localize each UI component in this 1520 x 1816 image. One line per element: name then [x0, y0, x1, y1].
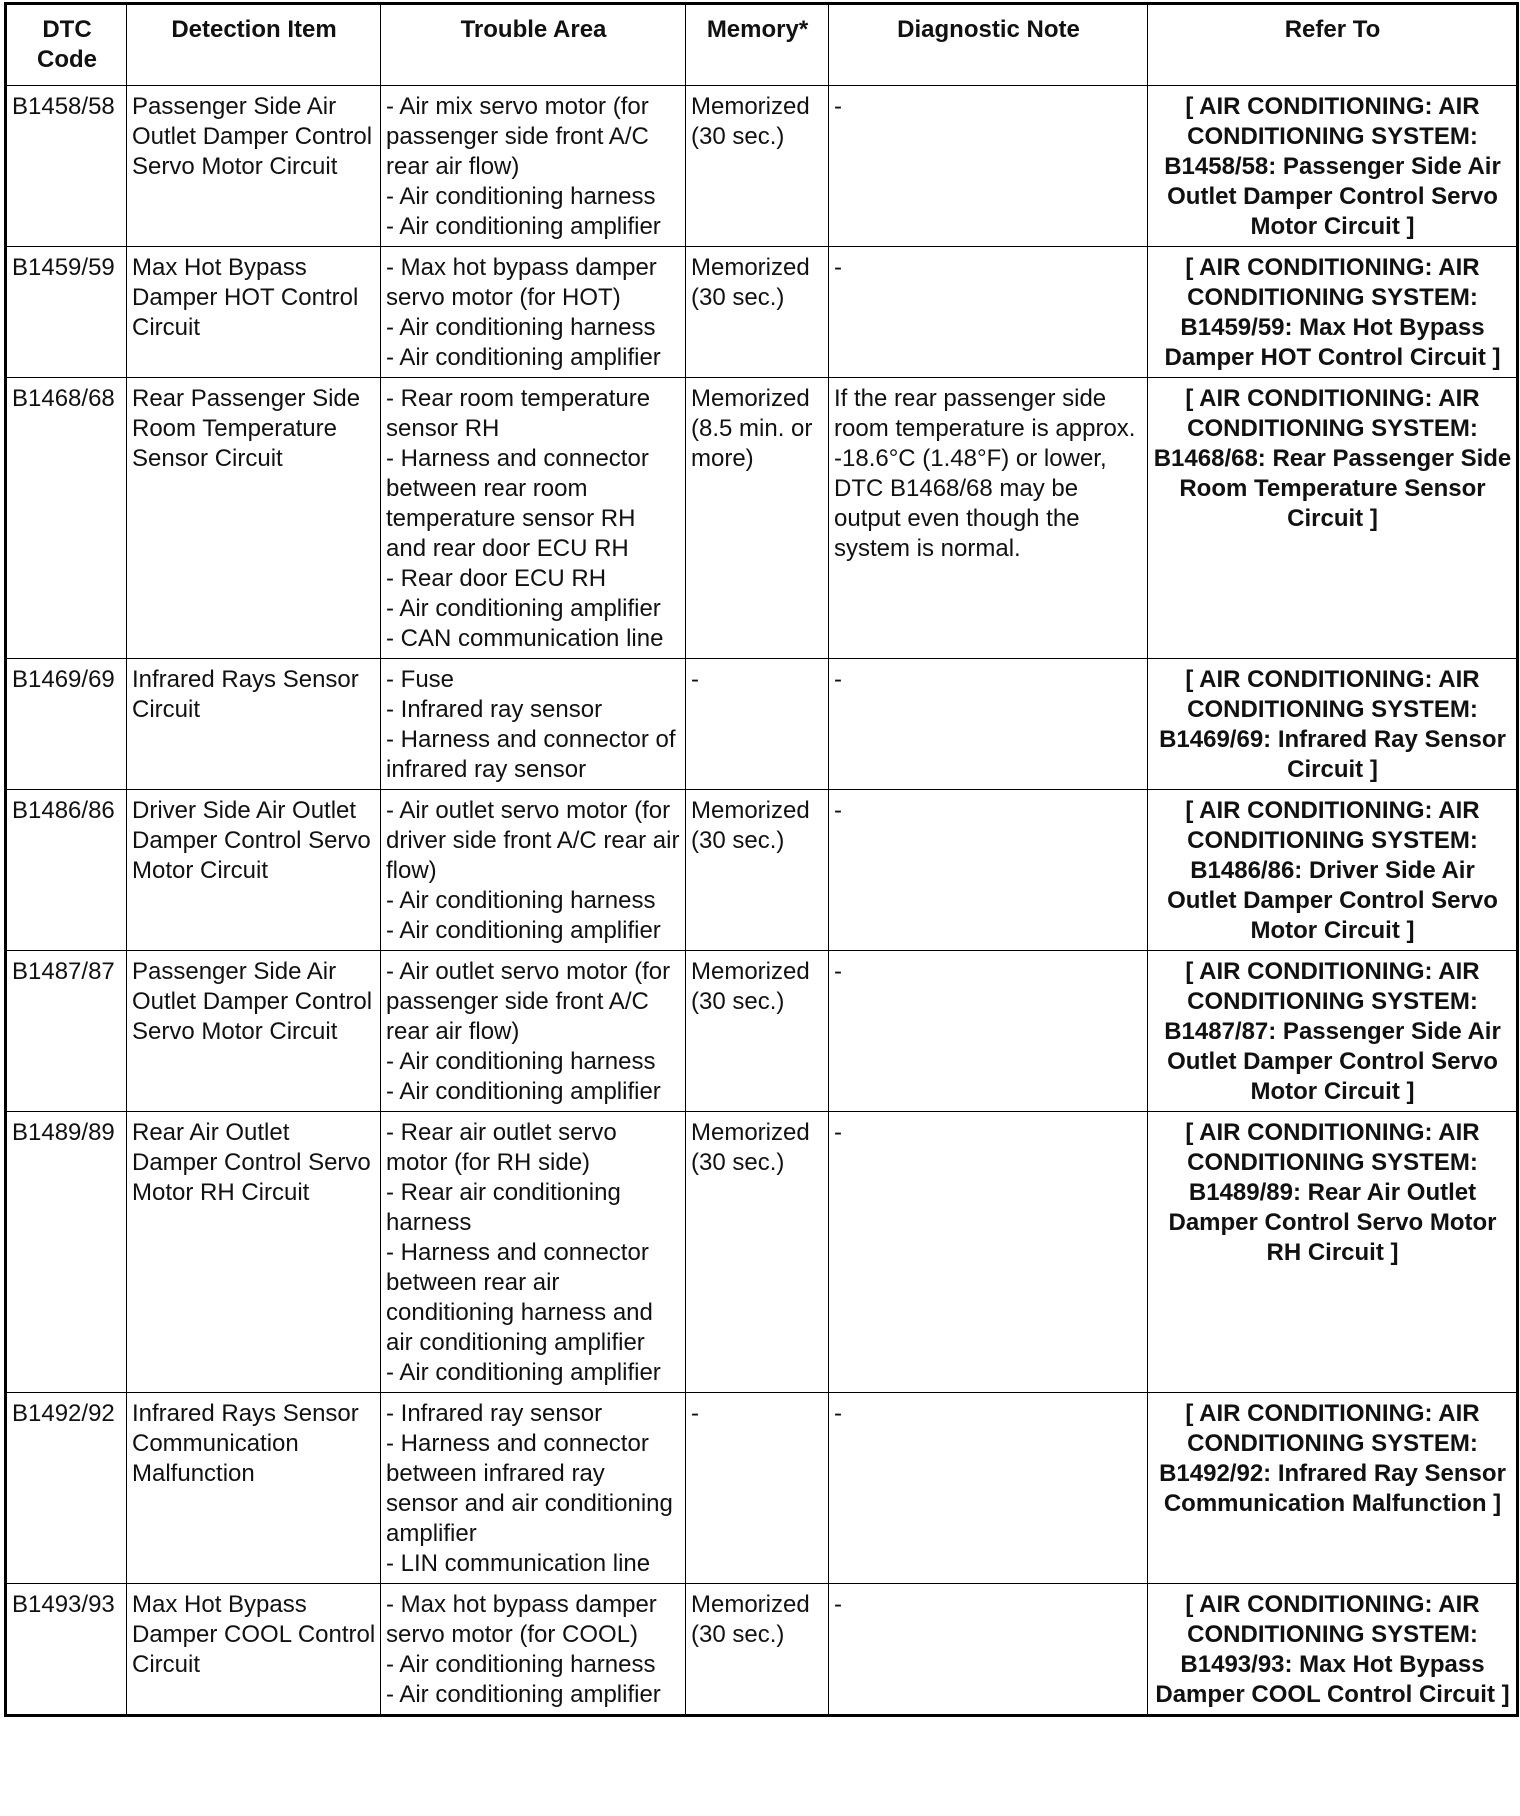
memory-cell: -: [686, 1393, 829, 1584]
detection-item-cell: Rear Air Outlet Damper Control Servo Motor RH Circuit: [127, 1112, 381, 1393]
detection-item-cell: Passenger Side Air Outlet Damper Control Servo Motor Circuit: [127, 86, 381, 247]
diagnostic-note-cell: -: [829, 790, 1148, 951]
detection-item-cell: Infrared Rays Sensor Circuit: [127, 659, 381, 790]
dtc-code-cell: B1459/59: [6, 247, 127, 378]
trouble-area-line: - Rear air outlet servo motor (for RH side): [386, 1119, 617, 1176]
document-page: [4, 2, 1516, 1717]
header-diagnostic-note: Diagnostic Note: [829, 4, 1148, 86]
diagnostic-note-cell: If the rear passenger side room temperature is approx. -18.6°C (1.48°F) or lower, DTC B1468/68 may be output even though the system is normal.: [829, 378, 1148, 659]
trouble-area-line: - Rear room temperature sensor RH: [386, 385, 651, 442]
table-row: [6, 86, 1518, 247]
dtc-code-cell: B1469/69: [6, 659, 127, 790]
dtc-code-cell: B1492/92: [6, 1393, 127, 1584]
dtc-code-cell: B1489/89: [6, 1112, 127, 1393]
trouble-area-line: - Max hot bypass damper servo motor (for HOT): [386, 254, 657, 311]
trouble-area-cell: [381, 1112, 686, 1393]
header-refer-to: Refer To: [1148, 4, 1518, 86]
dtc-table: [4, 2, 1519, 1717]
trouble-area-line: - Air conditioning harness: [386, 1651, 656, 1678]
refer-to-link: [ AIR CONDITIONING: AIR CONDITIONING SYSTEM: B1458/58: Passenger Side Air Outlet Damper Control Servo Motor Circuit ]: [1148, 86, 1518, 247]
dtc-code-cell: B1486/86: [6, 790, 127, 951]
header-trouble-area: Trouble Area: [381, 4, 686, 86]
trouble-area-line: - Air conditioning amplifier: [386, 1359, 661, 1386]
dtc-code-cell: B1493/93: [6, 1584, 127, 1716]
table-row: [6, 1393, 1518, 1584]
table-row: [6, 659, 1518, 790]
trouble-area-line: - Air conditioning harness: [386, 183, 656, 210]
trouble-area-line: - Max hot bypass damper servo motor (for COOL): [386, 1591, 657, 1648]
header-detection-item: Detection Item: [127, 4, 381, 86]
table-body: [6, 86, 1518, 1716]
table-row: [6, 1112, 1518, 1393]
detection-item-cell: Passenger Side Air Outlet Damper Control Servo Motor Circuit: [127, 951, 381, 1112]
diagnostic-note-cell: -: [829, 247, 1148, 378]
trouble-area-line: - Fuse: [386, 666, 455, 693]
trouble-area-line: - Air conditioning amplifier: [386, 1078, 661, 1105]
trouble-area-line: - Air outlet servo motor (for passenger side front A/C rear air flow): [386, 958, 671, 1045]
dtc-code-cell: B1468/68: [6, 378, 127, 659]
detection-item-cell: Max Hot Bypass Damper HOT Control Circuit: [127, 247, 381, 378]
trouble-area-cell: [381, 378, 686, 659]
table-row: [6, 790, 1518, 951]
header-memory: Memory*: [686, 4, 829, 86]
trouble-area-line: - Air conditioning amplifier: [386, 1681, 661, 1708]
detection-item-cell: Rear Passenger Side Room Temperature Sensor Circuit: [127, 378, 381, 659]
memory-cell: Memorized (8.5 min. or more): [686, 378, 829, 659]
trouble-area-cell: [381, 1584, 686, 1716]
trouble-area-line: - Air conditioning amplifier: [386, 595, 661, 622]
header-row: [6, 4, 1518, 86]
refer-to-link: [ AIR CONDITIONING: AIR CONDITIONING SYSTEM: B1489/89: Rear Air Outlet Damper Control Servo Motor RH Circuit ]: [1148, 1112, 1518, 1393]
memory-cell: -: [686, 659, 829, 790]
diagnostic-note-cell: -: [829, 1393, 1148, 1584]
refer-to-link: [ AIR CONDITIONING: AIR CONDITIONING SYSTEM: B1486/86: Driver Side Air Outlet Damper Control Servo Motor Circuit ]: [1148, 790, 1518, 951]
table-row: [6, 951, 1518, 1112]
table-row: [6, 1584, 1518, 1716]
memory-cell: Memorized (30 sec.): [686, 790, 829, 951]
detection-item-cell: Max Hot Bypass Damper COOL Control Circuit: [127, 1584, 381, 1716]
diagnostic-note-cell: -: [829, 659, 1148, 790]
trouble-area-cell: [381, 951, 686, 1112]
memory-cell: Memorized (30 sec.): [686, 951, 829, 1112]
trouble-area-line: - Air conditioning amplifier: [386, 213, 661, 240]
header-dtc-code: DTC Code: [6, 4, 127, 86]
detection-item-cell: Driver Side Air Outlet Damper Control Servo Motor Circuit: [127, 790, 381, 951]
trouble-area-line: - Rear door ECU RH: [386, 565, 607, 592]
refer-to-link: [ AIR CONDITIONING: AIR CONDITIONING SYSTEM: B1492/92: Infrared Ray Sensor Communication Malfunction ]: [1148, 1393, 1518, 1584]
trouble-area-line: - Harness and connector of infrared ray sensor: [386, 726, 676, 783]
trouble-area-line: - Rear air conditioning harness: [386, 1179, 621, 1236]
trouble-area-line: - Air conditioning harness: [386, 887, 656, 914]
trouble-area-cell: [381, 1393, 686, 1584]
table-header: [6, 4, 1518, 86]
trouble-area-line: - Harness and connector between rear air conditioning harness and air conditioning amplifier: [386, 1239, 653, 1356]
refer-to-link: [ AIR CONDITIONING: AIR CONDITIONING SYSTEM: B1487/87: Passenger Side Air Outlet Damper Control Servo Motor Circuit ]: [1148, 951, 1518, 1112]
trouble-area-line: - Air outlet servo motor (for driver side front A/C rear air flow): [386, 797, 680, 884]
memory-cell: Memorized (30 sec.): [686, 86, 829, 247]
trouble-area-line: - CAN communication line: [386, 625, 664, 652]
trouble-area-line: - LIN communication line: [386, 1550, 651, 1577]
trouble-area-cell: [381, 790, 686, 951]
diagnostic-note-cell: -: [829, 1584, 1148, 1716]
trouble-area-line: - Air conditioning amplifier: [386, 344, 661, 371]
refer-to-link: [ AIR CONDITIONING: AIR CONDITIONING SYSTEM: B1459/59: Max Hot Bypass Damper HOT Control Circuit ]: [1148, 247, 1518, 378]
trouble-area-cell: [381, 86, 686, 247]
memory-cell: Memorized (30 sec.): [686, 1112, 829, 1393]
trouble-area-cell: [381, 659, 686, 790]
trouble-area-line: - Harness and connector between rear room temperature sensor RH and rear door ECU RH: [386, 445, 649, 562]
trouble-area-line: - Air mix servo motor (for passenger side front A/C rear air flow): [386, 93, 649, 180]
diagnostic-note-cell: -: [829, 951, 1148, 1112]
dtc-code-cell: B1487/87: [6, 951, 127, 1112]
table-row: [6, 247, 1518, 378]
table-row: [6, 378, 1518, 659]
trouble-area-line: - Infrared ray sensor: [386, 696, 603, 723]
memory-cell: Memorized (30 sec.): [686, 1584, 829, 1716]
refer-to-link: [ AIR CONDITIONING: AIR CONDITIONING SYSTEM: B1468/68: Rear Passenger Side Room Temperature Sensor Circuit ]: [1148, 378, 1518, 659]
memory-cell: Memorized (30 sec.): [686, 247, 829, 378]
detection-item-cell: Infrared Rays Sensor Communication Malfunction: [127, 1393, 381, 1584]
refer-to-link: [ AIR CONDITIONING: AIR CONDITIONING SYSTEM: B1493/93: Max Hot Bypass Damper COOL Control Circuit ]: [1148, 1584, 1518, 1716]
diagnostic-note-cell: -: [829, 1112, 1148, 1393]
trouble-area-line: - Harness and connector between infrared ray sensor and air conditioning amplifier: [386, 1430, 673, 1547]
trouble-area-line: - Air conditioning harness: [386, 314, 656, 341]
dtc-code-cell: B1458/58: [6, 86, 127, 247]
trouble-area-line: - Infrared ray sensor: [386, 1400, 603, 1427]
refer-to-link: [ AIR CONDITIONING: AIR CONDITIONING SYSTEM: B1469/69: Infrared Ray Sensor Circuit ]: [1148, 659, 1518, 790]
trouble-area-cell: [381, 247, 686, 378]
trouble-area-line: - Air conditioning amplifier: [386, 917, 661, 944]
diagnostic-note-cell: -: [829, 86, 1148, 247]
trouble-area-line: - Air conditioning harness: [386, 1048, 656, 1075]
